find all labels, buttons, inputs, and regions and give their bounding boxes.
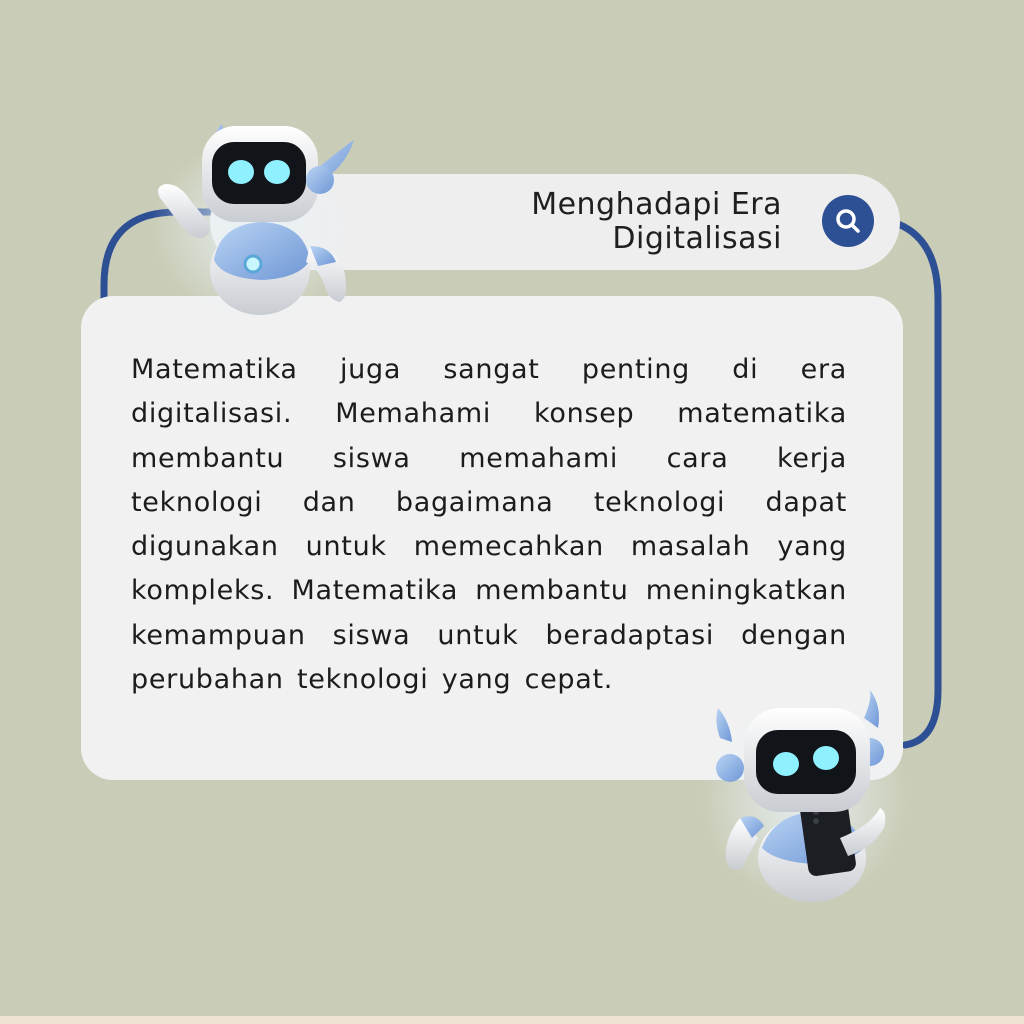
page-title: Menghadapi Era Digitalisasi	[531, 187, 782, 256]
robot-waving-illustration	[150, 120, 365, 320]
robot-holding-phone-illustration	[700, 688, 915, 918]
search-icon	[833, 206, 863, 236]
search-button[interactable]	[822, 195, 874, 247]
body-paragraph: Matematika juga sangat penting di era digitalisasi. Memahami konsep matematika membantu siswa memahami cara kerja teknologi dan bagaimana teknologi dapat digunakan untuk memecahkan masalah yang kompleks. Matematika membantu meningkatkan kemampuan siswa untuk beradaptasi dengan perubahan teknologi yang cepat.	[131, 354, 847, 696]
